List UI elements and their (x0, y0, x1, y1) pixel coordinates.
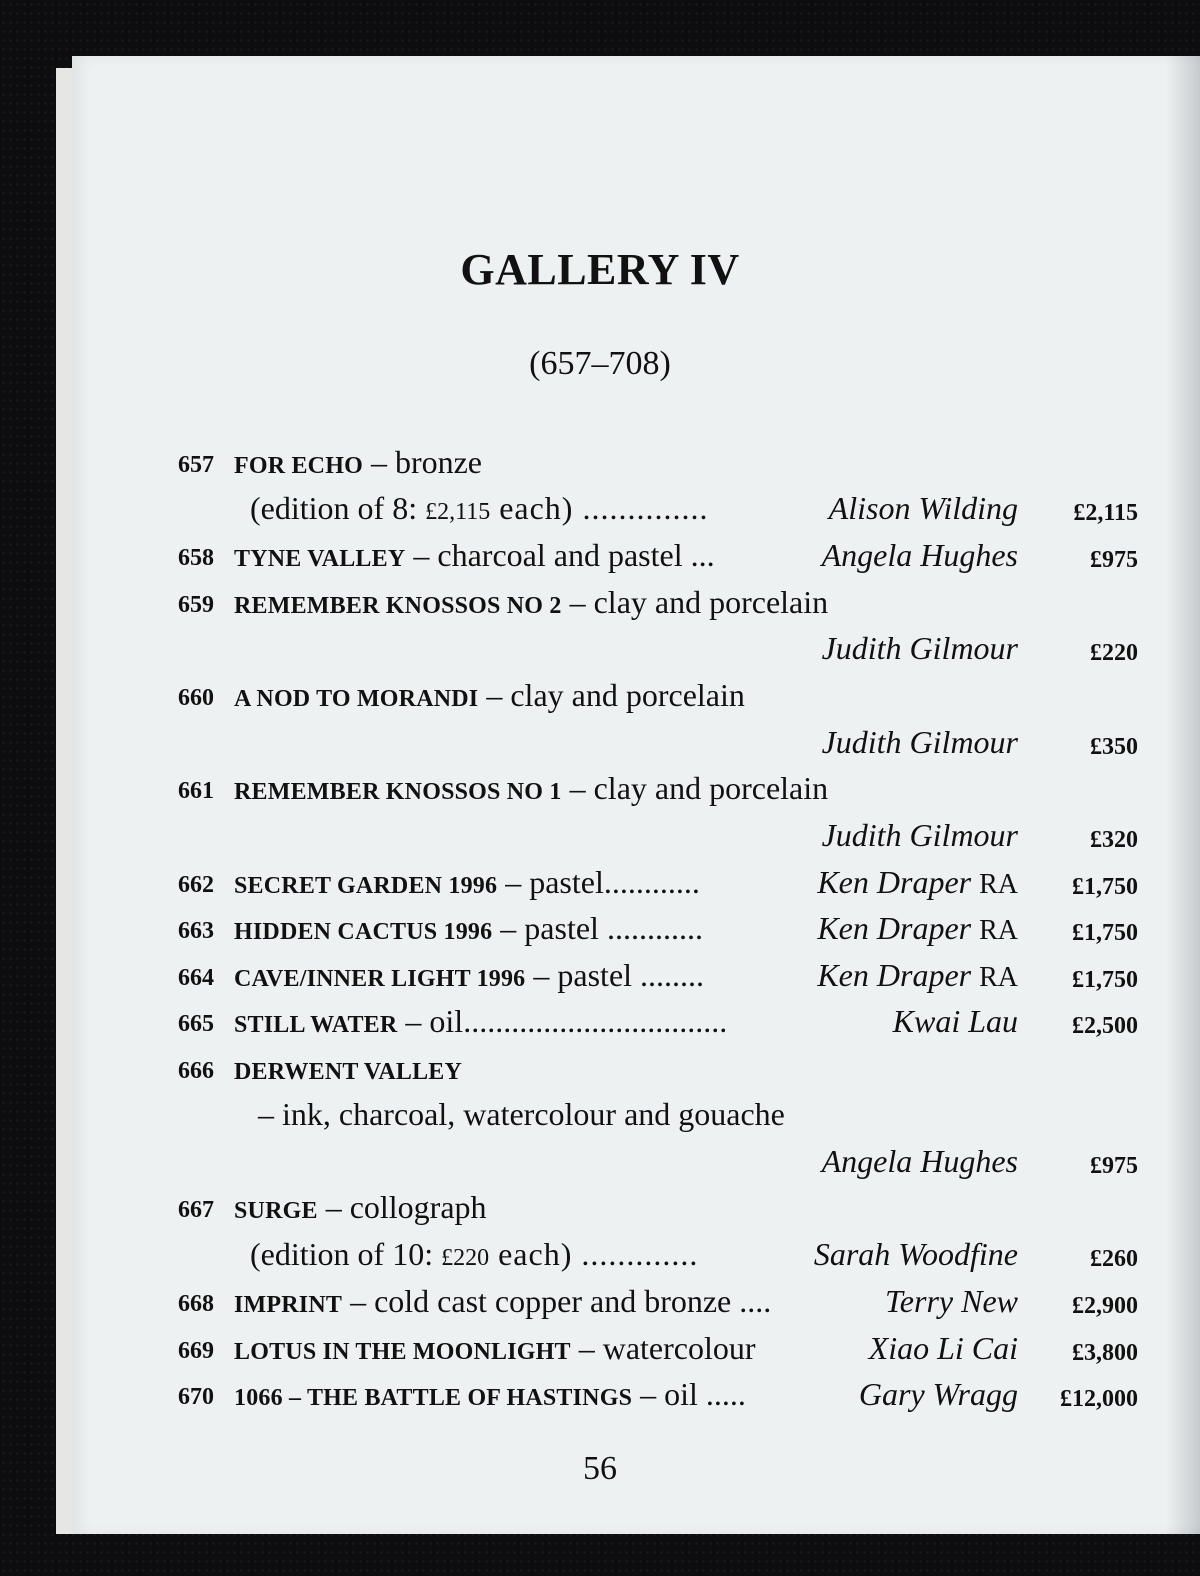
edition-price: £220 (441, 1245, 490, 1271)
entry-number: 659 (178, 592, 214, 618)
entry-medium: – oil ..... (632, 1376, 746, 1412)
entry-price: £220 (1090, 640, 1138, 666)
list-item (178, 957, 1138, 1003)
entry-number: 662 (178, 872, 214, 898)
entry-number: 667 (178, 1197, 214, 1223)
entry-artist: Gary Wragg (858, 1376, 1018, 1412)
edition-text: (edition of 10: (250, 1236, 442, 1272)
entry-title: LOTUS IN THE MOONLIGHT (234, 1339, 571, 1365)
entry-artist: Judith Gilmour (821, 630, 1018, 666)
entry-title: TYNE VALLEY (234, 546, 406, 572)
entry-artist: Sarah Woodfine (813, 1236, 1018, 1272)
entry-price: £975 (1090, 1153, 1138, 1179)
edition-text-end: each) ............. (489, 1236, 699, 1272)
entry-artist: Xiao Li Cai (868, 1330, 1018, 1366)
entry-artist: Terry New (884, 1283, 1018, 1319)
entry-price: £1,750 (1072, 967, 1138, 993)
list-item (178, 677, 1138, 723)
entry-price: £350 (1090, 734, 1138, 760)
entry-price: £2,500 (1072, 1013, 1138, 1039)
entry-medium: – ink, charcoal, watercolour and gouache (258, 1096, 785, 1132)
list-item (178, 1003, 1138, 1049)
edition-text: (edition of 8: (250, 490, 426, 526)
entry-price: £320 (1090, 827, 1138, 853)
entry-medium: – oil................................. (397, 1003, 728, 1039)
entry-price: £3,800 (1072, 1340, 1138, 1366)
entry-price: £2,900 (1072, 1293, 1138, 1319)
entry-title: REMEMBER KNOSSOS NO 2 (234, 593, 562, 619)
entry-medium: – clay and porcelain (561, 770, 829, 806)
entry-artist: Ken Draper (817, 910, 980, 946)
entry-price: £260 (1090, 1246, 1138, 1272)
entry-title: SURGE (234, 1198, 318, 1224)
entry-medium: – bronze (362, 444, 482, 480)
entry-number: 658 (178, 545, 214, 571)
entry-number: 669 (178, 1338, 214, 1364)
list-item-continuation (178, 817, 1138, 863)
list-item (178, 584, 1138, 630)
entry-medium: – pastel............ (497, 864, 700, 900)
entry-medium: – pastel ............ (492, 910, 703, 946)
entry-number: 660 (178, 685, 214, 711)
entry-title: REMEMBER KNOSSOS NO 1 (234, 779, 562, 805)
entry-title: 1066 – THE BATTLE OF HASTINGS (234, 1385, 633, 1411)
entry-artist: Ken Draper (817, 957, 980, 993)
list-item (178, 1330, 1138, 1376)
entry-number: 665 (178, 1011, 214, 1037)
entry-medium: – charcoal and pastel ... (405, 537, 715, 573)
entry-title: CAVE/INNER LIGHT 1996 (234, 966, 526, 992)
entry-title: FOR ECHO (234, 453, 363, 479)
entry-price: £1,750 (1072, 874, 1138, 900)
entry-medium: – pastel ........ (525, 957, 705, 993)
entry-medium: – cold cast copper and bronze .... (342, 1283, 772, 1319)
catalogue-range: (657–708) (529, 345, 671, 382)
entry-medium: – collograph (317, 1189, 487, 1225)
entry-artist-honour: RA (979, 869, 1018, 900)
entry-medium: – watercolour (570, 1330, 756, 1366)
list-item-continuation (178, 1096, 1138, 1142)
edition-price: £2,115 (425, 499, 491, 525)
entry-number: 657 (178, 452, 214, 478)
entry-price: £975 (1090, 547, 1138, 573)
entry-number: 668 (178, 1291, 214, 1317)
list-item-continuation (178, 1236, 1138, 1282)
list-item (178, 910, 1138, 956)
list-item-continuation (178, 490, 1138, 536)
page-title: GALLERY IV (460, 245, 740, 294)
list-item (178, 444, 1138, 490)
entry-title: SECRET GARDEN 1996 (234, 873, 498, 899)
entry-title: DERWENT VALLEY (234, 1059, 463, 1085)
entry-artist-honour: RA (979, 915, 1018, 946)
list-item (178, 1283, 1138, 1329)
entry-medium: – clay and porcelain (478, 677, 745, 713)
entry-title: IMPRINT (234, 1292, 343, 1318)
entry-artist: Kwai Lau (892, 1003, 1018, 1039)
entry-price: £12,000 (1060, 1386, 1138, 1412)
list-item (178, 770, 1138, 816)
entry-title: STILL WATER (234, 1012, 398, 1038)
entry-artist-honour: RA (979, 962, 1018, 993)
page-number: 56 (583, 1450, 617, 1487)
list-item (178, 864, 1138, 910)
entry-artist: Alison Wilding (828, 490, 1018, 526)
entry-number: 670 (178, 1384, 214, 1410)
entry-number: 663 (178, 918, 214, 944)
list-item-continuation (178, 630, 1138, 676)
entry-artist: Angela Hughes (821, 537, 1018, 573)
list-item-continuation (178, 1143, 1138, 1189)
entry-price: £1,750 (1072, 920, 1138, 946)
list-item (178, 1189, 1138, 1235)
entry-artist: Judith Gilmour (821, 817, 1018, 853)
entry-number: 661 (178, 778, 214, 804)
entry-artist: Ken Draper (817, 864, 980, 900)
entry-price: £2,115 (1073, 500, 1138, 526)
entry-title: HIDDEN CACTUS 1996 (234, 919, 493, 945)
list-item (178, 1050, 1138, 1096)
entry-number: 666 (178, 1058, 214, 1084)
entry-medium: – clay and porcelain (561, 584, 829, 620)
entry-title: A NOD TO MORANDI (234, 686, 479, 712)
list-item (178, 537, 1138, 583)
list-item-continuation (178, 724, 1138, 770)
entry-number: 664 (178, 965, 214, 991)
entry-artist: Angela Hughes (821, 1143, 1018, 1179)
list-item (178, 1376, 1138, 1422)
entry-artist: Judith Gilmour (821, 724, 1018, 760)
edition-text-end: each) .............. (490, 490, 709, 526)
